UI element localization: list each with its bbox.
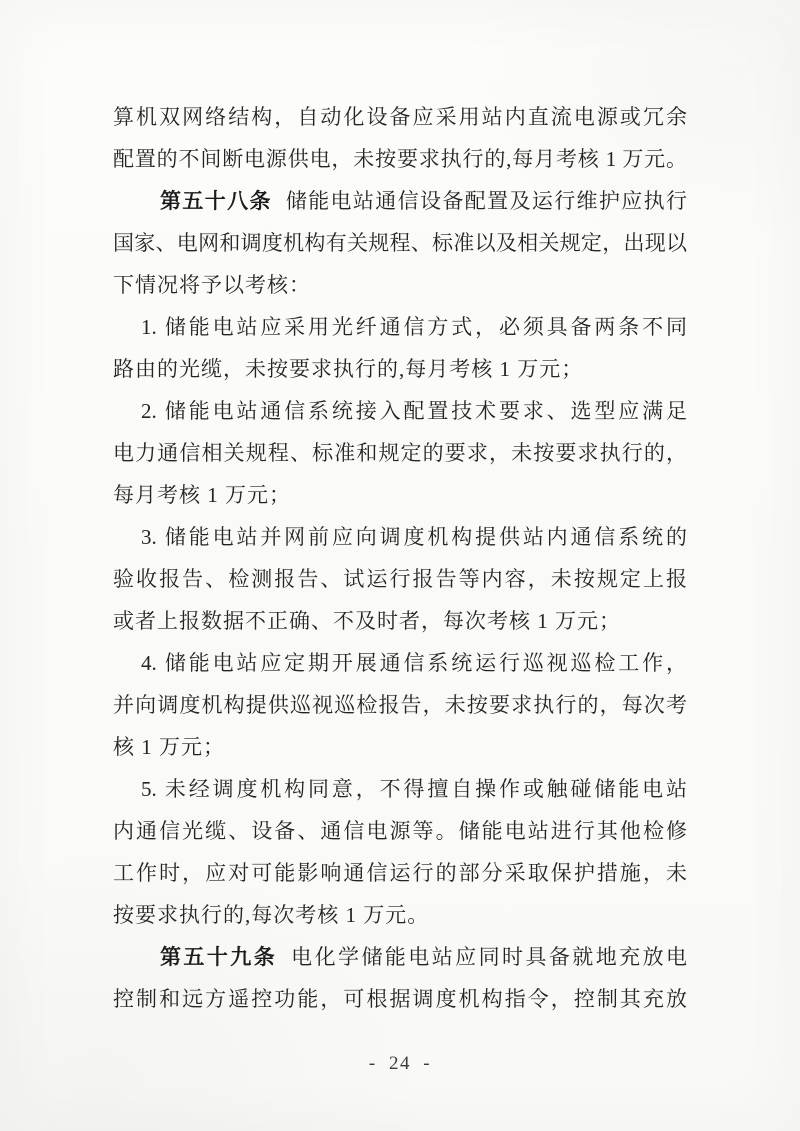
text-line — [113, 348, 687, 390]
line-text: 电化学储能电站应同时具备就地充放电 — [291, 945, 688, 969]
page-number: - 24 - — [368, 1053, 432, 1074]
line-text: 国家、电网和调度机构有关规程、标准以及相关规定，出现以 — [113, 231, 687, 255]
line-text: 内通信光缆、设备、通信电源等。储能电站进行其他检修 — [113, 819, 687, 843]
line-text: 按要求执行的,每次考核 1 万元。 — [113, 903, 430, 927]
article-number: 第五十九条 — [160, 945, 278, 969]
text-line — [113, 390, 687, 432]
text-line — [113, 180, 687, 222]
text-line — [113, 138, 687, 180]
line-text: 1. 储能电站应采用光纤通信方式，必须具备两条不同 — [141, 315, 687, 339]
line-text: 5. 未经调度机构同意，不得擅自操作或触碰储能电站 — [141, 777, 687, 801]
text-line — [113, 264, 687, 306]
text-line — [113, 558, 687, 600]
line-text: 配置的不间断电源供电，未按要求执行的,每月考核 1 万元。 — [113, 147, 687, 171]
line-text: 2. 储能电站通信系统接入配置技术要求、选型应满足 — [141, 399, 687, 423]
line-text: 验收报告、检测报告、试运行报告等内容，未按规定上报 — [113, 567, 687, 591]
text-line — [113, 684, 687, 726]
text-line — [113, 222, 687, 264]
line-text: 或者上报数据不正确、不及时者，每次考核 1 万元； — [113, 609, 621, 633]
text-line — [113, 474, 687, 516]
line-text: 控制和远方遥控功能，可根据调度机构指令，控制其充放 — [113, 987, 687, 1011]
line-text: 每月考核 1 万元； — [113, 483, 291, 507]
text-line — [113, 96, 687, 138]
line-text: 路由的光缆，未按要求执行的,每月考核 1 万元； — [113, 357, 584, 381]
text-line — [113, 894, 687, 936]
line-text: 储能电站通信设备配置及运行维护应执行 — [285, 189, 688, 213]
document-body — [113, 96, 687, 1020]
line-text: 3. 储能电站并网前应向调度机构提供站内通信系统的 — [141, 525, 687, 549]
text-line — [113, 768, 687, 810]
line-text: 电力通信相关规程、标准和规定的要求，未按要求执行的， — [113, 441, 687, 465]
text-line — [113, 432, 687, 474]
text-line — [113, 810, 687, 852]
article-number: 第五十八条 — [160, 189, 272, 213]
text-line — [113, 978, 687, 1020]
line-text: 算机双网络结构，自动化设备应采用站内直流电源或冗余 — [113, 105, 687, 129]
text-line — [113, 726, 687, 768]
text-line — [113, 936, 687, 978]
line-text: 核 1 万元； — [113, 735, 225, 759]
line-text: 4. 储能电站应定期开展通信系统运行巡视巡检工作， — [141, 651, 687, 675]
text-line — [113, 516, 687, 558]
text-line — [113, 642, 687, 684]
text-line — [113, 306, 687, 348]
line-text: 下情况将予以考核： — [113, 273, 311, 297]
text-line — [113, 852, 687, 894]
line-text: 并向调度机构提供巡视巡检报告，未按要求执行的，每次考 — [113, 693, 687, 717]
line-text: 工作时，应对可能影响通信运行的部分采取保护措施，未 — [113, 861, 687, 885]
text-line — [113, 600, 687, 642]
